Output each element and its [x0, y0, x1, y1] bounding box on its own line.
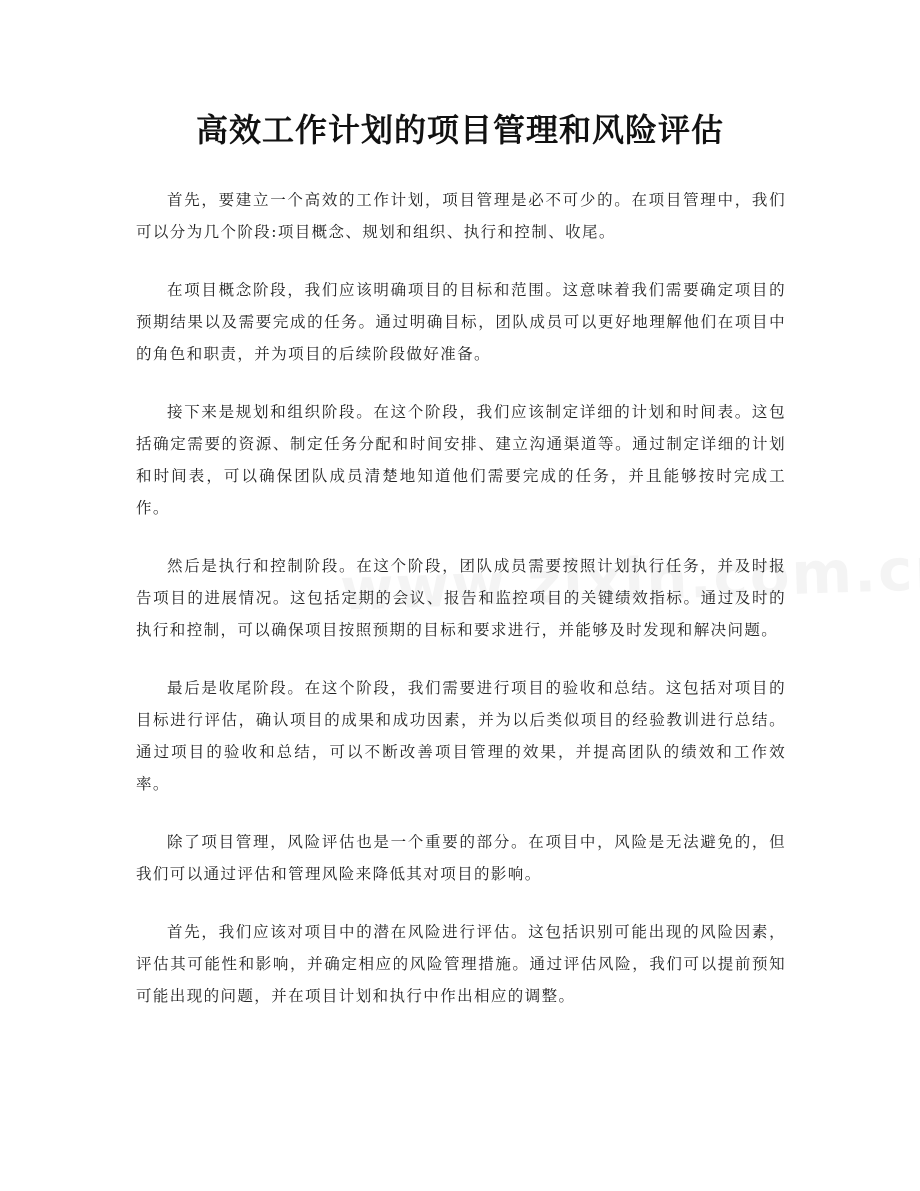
paragraph: 除了项目管理，风险评估也是一个重要的部分。在项目中，风险是无法避免的，但我们可以通过评估和管理风险来降低其对项目的影响。 — [136, 833, 786, 883]
paragraph: 首先，要建立一个高效的工作计划，项目管理是必不可少的。在项目管理中，我们可以分为几个阶段:项目概念、规划和组织、执行和控制、收尾。 — [136, 191, 786, 241]
paragraph: 在项目概念阶段，我们应该明确项目的目标和范围。这意味着我们需要确定项目的预期结果以及需要完成的任务。通过明确目标，团队成员可以更好地理解他们在项目中的角色和职责，并为项目的后续阶段做好准备。 — [136, 281, 786, 363]
document-body — [136, 184, 786, 1038]
document-title: 高效工作计划的项目管理和风险评估 — [195, 111, 724, 149]
paragraph: 然后是执行和控制阶段。在这个阶段，团队成员需要按照计划执行任务，并及时报告项目的进展情况。这包括定期的会议、报告和监控项目的关键绩效指标。通过及时的执行和控制，可以确保项目按照预期的目标和要求进行，并能够及时发现和解决问题。 — [136, 557, 786, 639]
paragraph: 首先，我们应该对项目中的潜在风险进行评估。这包括识别可能出现的风险因素，评估其可能性和影响，并确定相应的风险管理措施。通过评估风险，我们可以提前预知可能出现的问题，并在项目计划和执行中作出相应的调整。 — [136, 923, 786, 1005]
paragraph: 最后是收尾阶段。在这个阶段，我们需要进行项目的验收和总结。这包括对项目的目标进行评估，确认项目的成果和成功因素，并为以后类似项目的经验教训进行总结。通过项目的验收和总结，可以不断改善项目管理的效果，并提高团队的绩效和工作效率。 — [136, 679, 786, 793]
paragraph: 接下来是规划和组织阶段。在这个阶段，我们应该制定详细的计划和时间表。这包括确定需要的资源、制定任务分配和时间安排、建立沟通渠道等。通过制定详细的计划和时间表，可以确保团队成员清楚地知道他们需要完成的任务，并且能够按时完成工作。 — [136, 403, 786, 517]
